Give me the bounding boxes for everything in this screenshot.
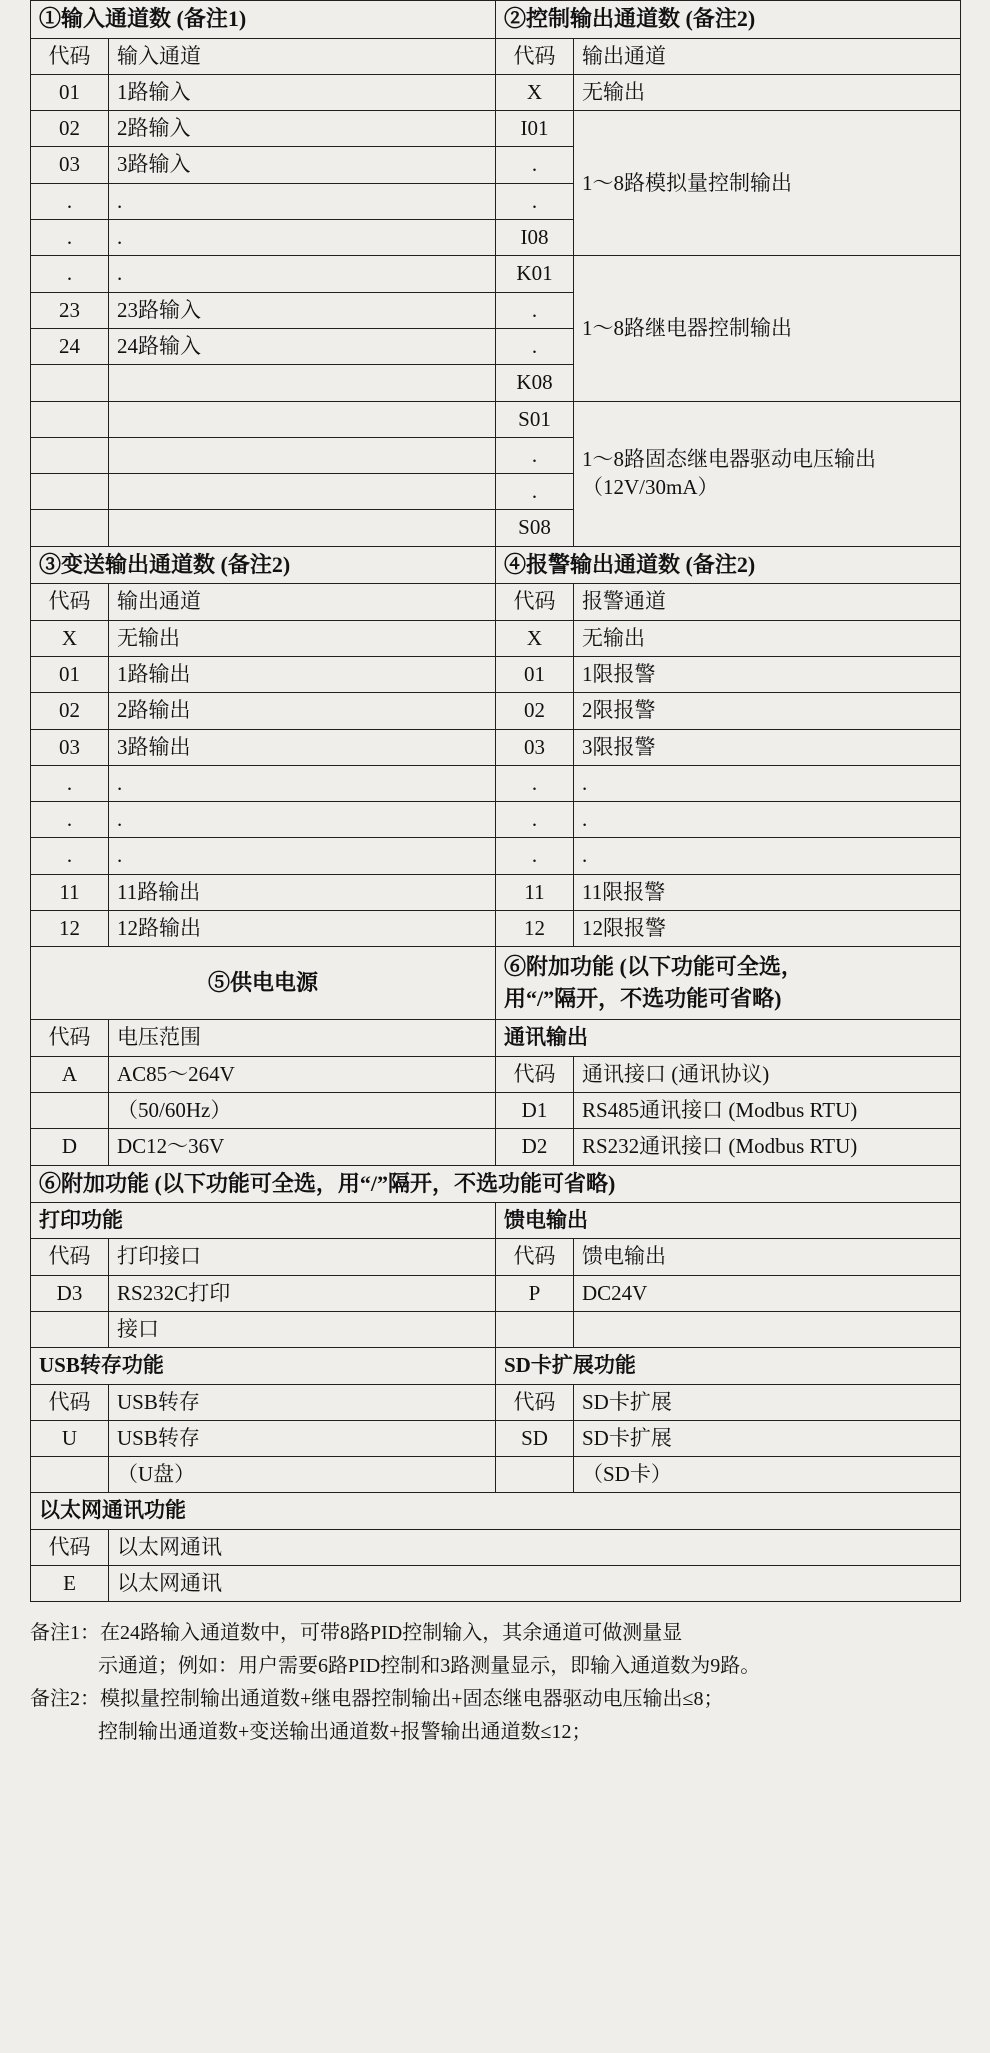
cell-code: P	[496, 1275, 574, 1311]
additional-title-line1: ⑥附加功能 (以下功能可全选，	[504, 954, 803, 980]
section-title-control: ②控制输出通道数 (备注2)	[496, 1, 961, 39]
cell-code	[31, 437, 109, 473]
section-title-additional-a	[496, 947, 961, 1020]
cell-code: D3	[31, 1275, 109, 1311]
cell-code: 02	[31, 693, 109, 729]
cell-code: U	[31, 1420, 109, 1456]
col-header-code-5: 代码	[31, 1020, 109, 1056]
cell-code	[496, 1311, 574, 1347]
cell-code: 02	[31, 111, 109, 147]
table-row	[31, 401, 961, 437]
cell-code: 11	[496, 874, 574, 910]
table-row	[31, 911, 961, 947]
cell-value-cont: （50/60Hz）	[109, 1092, 496, 1128]
cell-code	[31, 510, 109, 546]
cell-code: E	[31, 1566, 109, 1602]
cell-value: .	[574, 838, 961, 874]
cell-value: 12限报警	[574, 911, 961, 947]
cell-code	[31, 474, 109, 510]
cell-code	[31, 401, 109, 437]
table-row	[31, 874, 961, 910]
cell-code: S01	[496, 401, 574, 437]
cell-code: .	[496, 183, 574, 219]
subsection-title-sd: SD卡扩展功能	[496, 1348, 961, 1384]
cell-code: .	[31, 765, 109, 801]
cell-code: X	[496, 74, 574, 110]
cell-code: 01	[31, 74, 109, 110]
cell-code: 24	[31, 328, 109, 364]
cell-code: K01	[496, 256, 574, 292]
col-header-code: 代码	[496, 1384, 574, 1420]
cell-code: 03	[31, 147, 109, 183]
table-row	[31, 256, 961, 292]
cell-code: 01	[31, 656, 109, 692]
subsection-title-ethernet: 以太网通讯功能	[31, 1493, 961, 1529]
cell-code: 03	[31, 729, 109, 765]
note-2-line-2: 控制输出通道数+变送输出通道数+报警输出通道数≤12；	[98, 1721, 592, 1744]
table-row	[31, 1457, 961, 1493]
column-header-row	[31, 38, 961, 74]
cell-code: .	[31, 256, 109, 292]
subsection-title-comm: 通讯输出	[496, 1020, 961, 1056]
cell-code: D1	[496, 1092, 574, 1128]
table-row	[31, 1092, 961, 1128]
cell-value: 24路输入	[109, 328, 496, 364]
cell-value: RS232C打印	[109, 1275, 496, 1311]
cell-value: RS485通讯接口 (Modbus RTU)	[574, 1092, 961, 1128]
cell-value: 1～8路继电器控制输出	[574, 256, 961, 401]
cell-value: 3路输出	[109, 729, 496, 765]
col-header-value: USB转存	[109, 1384, 496, 1420]
col-header-code-3: 代码	[31, 584, 109, 620]
cell-value: 1～8路模拟量控制输出	[574, 111, 961, 256]
cell-code: 01	[496, 656, 574, 692]
cell-value: 12路输出	[109, 911, 496, 947]
cell-value: .	[109, 765, 496, 801]
cell-value-cont	[574, 1311, 961, 1347]
cell-value: 2路输出	[109, 693, 496, 729]
column-header-row	[31, 1020, 961, 1056]
cell-code	[31, 1311, 109, 1347]
cell-code: I01	[496, 111, 574, 147]
col-header-code-4: 代码	[496, 584, 574, 620]
table-row	[31, 1420, 961, 1456]
cell-code: .	[496, 802, 574, 838]
cell-value: USB转存	[109, 1420, 496, 1456]
cell-code: X	[496, 620, 574, 656]
table-row	[31, 1566, 961, 1602]
cell-code: .	[496, 474, 574, 510]
cell-code	[31, 365, 109, 401]
cell-code	[496, 1457, 574, 1493]
table-row	[31, 838, 961, 874]
col-header-value: 馈电输出	[574, 1239, 961, 1275]
table-row	[31, 765, 961, 801]
col-header-code-1: 代码	[31, 38, 109, 74]
cell-code: .	[496, 147, 574, 183]
table-row	[31, 111, 961, 147]
table-row	[31, 729, 961, 765]
subsection-header-row	[31, 1493, 961, 1529]
cell-code: .	[496, 292, 574, 328]
cell-code: .	[496, 765, 574, 801]
cell-code: K08	[496, 365, 574, 401]
column-header-row	[31, 1384, 961, 1420]
cell-code: .	[31, 183, 109, 219]
cell-value: RS232通讯接口 (Modbus RTU)	[574, 1129, 961, 1165]
cell-code: 02	[496, 693, 574, 729]
cell-value: 2路输入	[109, 111, 496, 147]
section-title-alarm: ④报警输出通道数 (备注2)	[496, 546, 961, 584]
cell-code: 12	[496, 911, 574, 947]
cell-value: DC12～36V	[109, 1129, 496, 1165]
table-row	[31, 1056, 961, 1092]
cell-code: SD	[496, 1420, 574, 1456]
cell-value	[109, 365, 496, 401]
cell-value: .	[574, 802, 961, 838]
cell-value: 2限报警	[574, 693, 961, 729]
note-1-line-1: 备注1：在24路输入通道数中，可带8路PID控制输入，其余通道可做测量显	[30, 1622, 683, 1645]
cell-code: 11	[31, 874, 109, 910]
cell-value-cont: 接口	[109, 1311, 496, 1347]
col-header-code: 代码	[31, 1239, 109, 1275]
cell-value: 以太网通讯	[109, 1566, 961, 1602]
col-header-value-4: 报警通道	[574, 584, 961, 620]
cell-value: .	[109, 220, 496, 256]
col-header-value: SD卡扩展	[574, 1384, 961, 1420]
cell-value: 无输出	[574, 620, 961, 656]
cell-value: 3限报警	[574, 729, 961, 765]
cell-code: .	[31, 802, 109, 838]
col-header-value: 以太网通讯	[109, 1529, 961, 1565]
cell-value: 1路输出	[109, 656, 496, 692]
subsection-title-usb: USB转存功能	[31, 1348, 496, 1384]
cell-value: 1路输入	[109, 74, 496, 110]
cell-value: AC85～264V	[109, 1056, 496, 1092]
cell-code	[31, 1457, 109, 1493]
note-2-line-1: 备注2：模拟量控制输出通道数+继电器控制输出+固态继电器驱动电压输出≤8；	[30, 1688, 724, 1711]
section-header-row	[31, 947, 961, 1020]
cell-value: 3路输入	[109, 147, 496, 183]
section-header-row	[31, 1, 961, 39]
cell-code: I08	[496, 220, 574, 256]
cell-value-cont: （SD卡）	[574, 1457, 961, 1493]
cell-code: D	[31, 1129, 109, 1165]
section-header-row	[31, 546, 961, 584]
col-header-code-6: 代码	[496, 1056, 574, 1092]
table-row	[31, 74, 961, 110]
table-row	[31, 656, 961, 692]
table-input-control	[30, 0, 961, 1602]
section-title-power: ⑤供电电源	[31, 947, 496, 1020]
table-row	[31, 1129, 961, 1165]
cell-code: .	[31, 838, 109, 874]
subsection-title-print: 打印功能	[31, 1203, 496, 1239]
table-row	[31, 1275, 961, 1311]
cell-value: SD卡扩展	[574, 1420, 961, 1456]
subsection-title-feed: 馈电输出	[496, 1203, 961, 1239]
cell-value	[109, 510, 496, 546]
cell-code: X	[31, 620, 109, 656]
col-header-value-6: 通讯接口 (通讯协议)	[574, 1056, 961, 1092]
note-1-line-2: 示通道；例如：用户需要6路PID控制和3路测量显示，即输入通道数为9路。	[98, 1655, 761, 1678]
cell-code: S08	[496, 510, 574, 546]
table-row	[31, 802, 961, 838]
col-header-code: 代码	[496, 1239, 574, 1275]
subsection-header-row	[31, 1348, 961, 1384]
section-title-transmit: ③变送输出通道数 (备注2)	[31, 546, 496, 584]
col-header-code: 代码	[31, 1529, 109, 1565]
cell-value: .	[109, 256, 496, 292]
cell-code: 03	[496, 729, 574, 765]
additional-title-line2: 用“/”隔开，不选功能可省略)	[504, 986, 782, 1012]
table-row	[31, 693, 961, 729]
cell-code: .	[496, 838, 574, 874]
col-header-value-3: 输出通道	[109, 584, 496, 620]
subsection-header-row	[31, 1203, 961, 1239]
section-title-additional-b: ⑥附加功能 (以下功能可全选，用“/”隔开，不选功能可省略)	[31, 1165, 961, 1203]
cell-value	[109, 437, 496, 473]
section-header-row	[31, 1165, 961, 1203]
cell-value: 23路输入	[109, 292, 496, 328]
col-header-code-2: 代码	[496, 38, 574, 74]
cell-code: .	[496, 328, 574, 364]
table-row	[31, 1311, 961, 1347]
col-header-value-1: 输入通道	[109, 38, 496, 74]
cell-code: .	[31, 220, 109, 256]
col-header-code: 代码	[31, 1384, 109, 1420]
table-row	[31, 620, 961, 656]
cell-value: .	[109, 802, 496, 838]
cell-code: .	[496, 437, 574, 473]
cell-code: D2	[496, 1129, 574, 1165]
cell-value: DC24V	[574, 1275, 961, 1311]
cell-code: 12	[31, 911, 109, 947]
cell-value: 11路输出	[109, 874, 496, 910]
col-header-value-5: 电压范围	[109, 1020, 496, 1056]
cell-code	[31, 1092, 109, 1128]
cell-value: 无输出	[109, 620, 496, 656]
cell-value	[109, 401, 496, 437]
cell-value: .	[109, 183, 496, 219]
col-header-value: 打印接口	[109, 1239, 496, 1275]
section-title-input: ①输入通道数 (备注1)	[31, 1, 496, 39]
cell-value: 1限报警	[574, 656, 961, 692]
column-header-row	[31, 584, 961, 620]
cell-code: A	[31, 1056, 109, 1092]
column-header-row	[31, 1239, 961, 1275]
cell-value	[109, 474, 496, 510]
cell-value: 11限报警	[574, 874, 961, 910]
cell-code: 23	[31, 292, 109, 328]
cell-value: 无输出	[574, 74, 961, 110]
cell-value: .	[574, 765, 961, 801]
cell-value: 1～8路固态继电器驱动电压输出（12V/30mA）	[574, 401, 961, 546]
column-header-row	[31, 1529, 961, 1565]
col-header-value-2: 输出通道	[574, 38, 961, 74]
cell-value-cont: （U盘）	[109, 1457, 496, 1493]
cell-value: .	[109, 838, 496, 874]
